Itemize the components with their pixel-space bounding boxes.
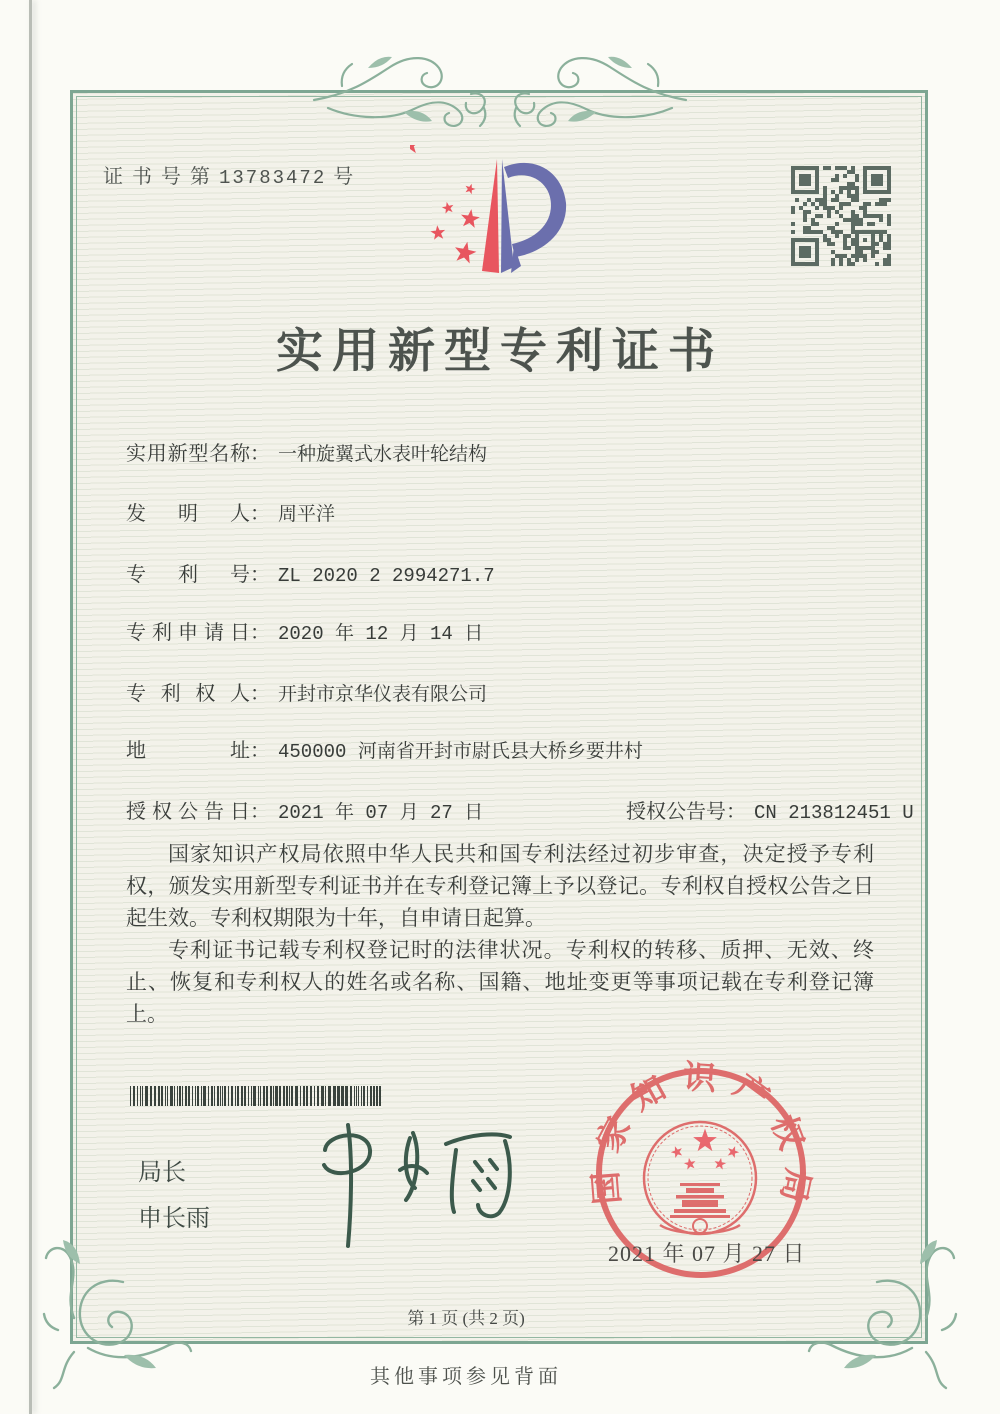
grant-no-value: CN 213812451 U	[754, 802, 914, 824]
field-row-inventor	[126, 497, 335, 526]
field-row-filing-date	[126, 616, 483, 645]
field-value: 2020 年 12 月 14 日	[278, 623, 484, 645]
field-row-patent-no	[126, 558, 495, 587]
field-value: 周平洋	[278, 504, 336, 526]
field-value: 一种旋翼式水表叶轮结构	[278, 444, 488, 466]
grant-date-value: 2021 年 07 月 27 日	[278, 802, 484, 824]
certificate-number-line	[103, 160, 355, 189]
field-colon: ：	[250, 740, 270, 762]
certificate-number-prefix: 证 书 号 第	[103, 166, 212, 188]
legal-paragraph-1: 国家知识产权局依照中华人民共和国专利法经过初步审查，决定授予专利权，颁发实用新型专利证书并在专利登记簿上予以登记。专利权自授权公告之日起生效。专利权期限为十年，自申请日起算。	[126, 842, 874, 930]
field-label: 发明人	[126, 503, 250, 525]
back-side-note: 其他事项参见背面	[370, 1366, 562, 1388]
field-row-address	[126, 734, 643, 763]
field-colon: ：	[250, 503, 270, 525]
officer-block	[138, 1150, 210, 1242]
field-label: 专利权人	[126, 683, 250, 705]
field-value: 450000 河南省开封市尉氏县大桥乡要井村	[278, 741, 643, 763]
field-label: 实用新型名称	[126, 443, 250, 465]
field-colon: ：	[250, 683, 270, 705]
officer-name: 申长雨	[138, 1205, 210, 1232]
scan-shadow-edge	[29, 0, 32, 1414]
certificate-number-suffix: 号	[333, 166, 356, 188]
field-label: 地址	[126, 740, 250, 762]
field-row-grant	[126, 795, 914, 824]
certificate-title: 实用新型专利证书	[276, 326, 724, 378]
legal-paragraph-2: 专利证书记载专利权登记时的法律状况。专利权的转移、质押、无效、终止、恢复和专利权人的姓名或名称、国籍、地址变更等事项记载在专利登记簿上。	[126, 938, 874, 1026]
field-row-name	[126, 437, 487, 466]
field-colon: ：	[250, 801, 270, 823]
field-value: ZL 2020 2 2994271.7	[278, 565, 495, 587]
page-number: 第 1 页 (共 2 页)	[407, 1309, 525, 1328]
field-colon: ：	[250, 564, 270, 586]
field-label: 专利号	[126, 564, 250, 586]
field-row-patentee	[126, 677, 487, 706]
officer-title: 局长	[138, 1159, 186, 1186]
certificate-number-digits: 13783472	[219, 167, 327, 189]
field-value: 开封市京华仪表有限公司	[278, 684, 488, 706]
grant-date-label: 授权公告日	[126, 801, 250, 823]
grant-no-group	[626, 795, 914, 824]
seal-date: 2021 年 07 月 27 日	[608, 1241, 806, 1266]
field-colon: ：	[726, 801, 746, 823]
field-colon: ：	[250, 443, 270, 465]
legal-text-block	[126, 838, 874, 1030]
field-colon: ：	[250, 622, 270, 644]
grant-no-label: 授权公告号	[626, 801, 726, 823]
seal-ring-text: 国家知识产权局	[587, 1059, 816, 1220]
field-label: 专利申请日	[126, 622, 250, 644]
